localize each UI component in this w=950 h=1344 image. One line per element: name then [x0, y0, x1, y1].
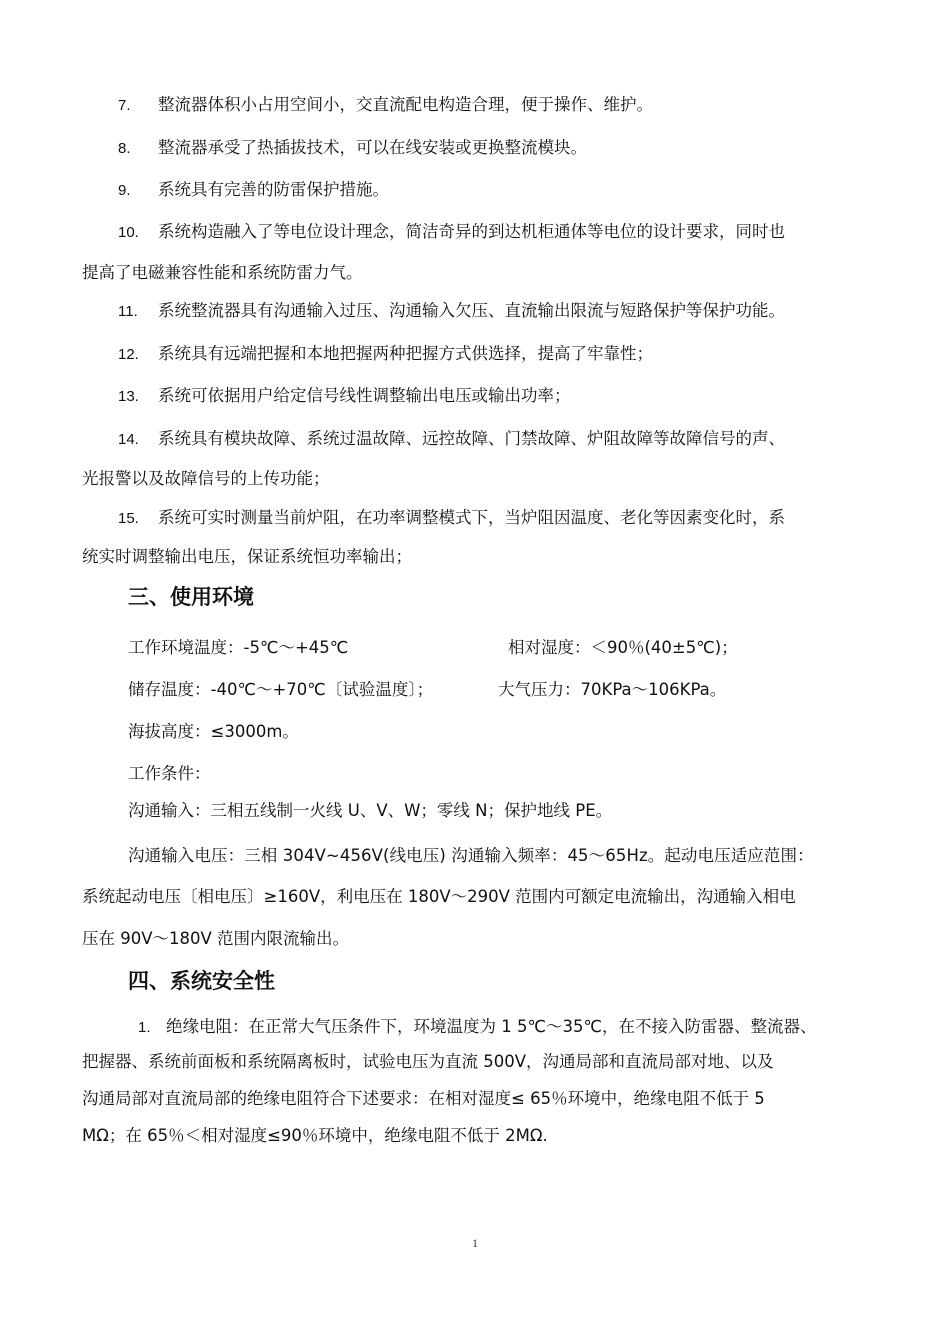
list-item-number: 8. — [118, 140, 131, 157]
list-item — [118, 428, 785, 451]
list-item — [118, 94, 653, 117]
list-item-text: 系统具有远端把握和本地把握两种把握方式供选择，提高了牢靠性； — [158, 344, 653, 363]
list-item-number: 15. — [118, 510, 139, 527]
voltage-paragraph-line: 系统起动电压〔相电压〕≥160V，利电压在 180V～290V 范围内可额定电流输出，沟通输入相电 — [82, 887, 796, 906]
list-item-text: 整流器承受了热插拔技术，可以在线安装或更换整流模块。 — [158, 138, 587, 157]
env-temp-work: 工作环境温度：-5℃～+45℃ — [128, 638, 349, 657]
safety-item-text: 绝缘电阻：在正常大气压条件下，环境温度为 1 5℃～35℃，在不接入防雷器、整流器、 — [166, 1017, 817, 1036]
list-item-text: 系统可实时测量当前炉阻，在功率调整模式下，当炉阻因温度、老化等因素变化时，系 — [158, 508, 785, 527]
list-item — [118, 507, 785, 530]
list-item-continuation: 统实时调整输出电压，保证系统恒功率输出； — [82, 547, 412, 566]
env-pressure: 大气压力：70KPa～106KPa。 — [498, 680, 727, 699]
safety-paragraph-line: MΩ；在 65％＜相对湿度≤90％环境中，绝缘电阻不低于 2MΩ. — [82, 1126, 548, 1145]
list-item-text: 整流器体积小占用空间小，交直流配电构造合理，便于操作、维护。 — [158, 95, 653, 114]
section-heading: 四、系统安全性 — [128, 969, 275, 993]
voltage-paragraph-line: 沟通输入电压：三相 304V~456V(线电压) 沟通输入频率：45～65Hz。起动电压适应范围： — [128, 846, 814, 865]
list-item-number: 14. — [118, 431, 139, 448]
list-item-number: 13. — [118, 388, 139, 405]
list-item-text: 系统具有完善的防雷保护措施。 — [158, 180, 389, 199]
list-item — [118, 300, 785, 323]
env-humidity: 相对湿度：＜90％(40±5℃)； — [508, 638, 738, 657]
list-item-text: 系统可依据用户给定信号线性调整输出电压或输出功率； — [158, 386, 571, 405]
list-item-number: 9. — [118, 182, 131, 199]
list-item-number: 10. — [118, 224, 139, 241]
list-item — [118, 343, 653, 366]
list-item — [118, 385, 571, 408]
safety-item — [138, 1016, 817, 1039]
voltage-paragraph-line: 压在 90V～180V 范围内限流输出。 — [82, 929, 350, 948]
conditions-label: 工作条件： — [128, 764, 211, 783]
list-item-number: 11. — [118, 303, 138, 320]
page-number: 1 — [472, 1236, 478, 1250]
list-item-text: 系统构造融入了等电位设计理念，简洁奇异的到达机柜通体等电位的设计要求，同时也 — [158, 222, 785, 241]
list-item-number: 12. — [118, 346, 139, 363]
list-item — [118, 137, 587, 160]
list-item-number: 7. — [118, 97, 131, 114]
safety-paragraph-line: 沟通局部对直流局部的绝缘电阻符合下述要求：在相对湿度≤ 65％环境中，绝缘电阻不低于 5 — [82, 1089, 765, 1108]
safety-paragraph-line: 把握器、系统前面板和系统隔离板时，试验电压为直流 500V，沟通局部和直流局部对地、以及 — [82, 1052, 774, 1071]
list-item — [118, 221, 785, 244]
list-item-continuation: 光报警以及故障信号的上传功能； — [82, 469, 330, 488]
list-item — [118, 179, 389, 202]
env-altitude: 海拔高度：≤3000m。 — [128, 722, 299, 741]
section-heading: 三、使用环境 — [128, 585, 254, 609]
list-item-continuation: 提高了电磁兼容性能和系统防雷力气。 — [82, 263, 363, 282]
env-temp-store: 储存温度：-40℃～+70℃〔试验温度〕； — [128, 680, 434, 699]
safety-item-number: 1. — [138, 1019, 151, 1036]
list-item-text: 系统整流器具有沟通输入过压、沟通输入欠压、直流输出限流与短路保护等保护功能。 — [158, 301, 785, 320]
list-item-text: 系统具有模块故障、系统过温故障、远控故障、门禁故障、炉阻故障等故障信号的声、 — [158, 429, 785, 448]
ac-input-text: 沟通输入：三相五线制一火线 U、V、W；零线 N；保护地线 PE。 — [128, 801, 613, 820]
